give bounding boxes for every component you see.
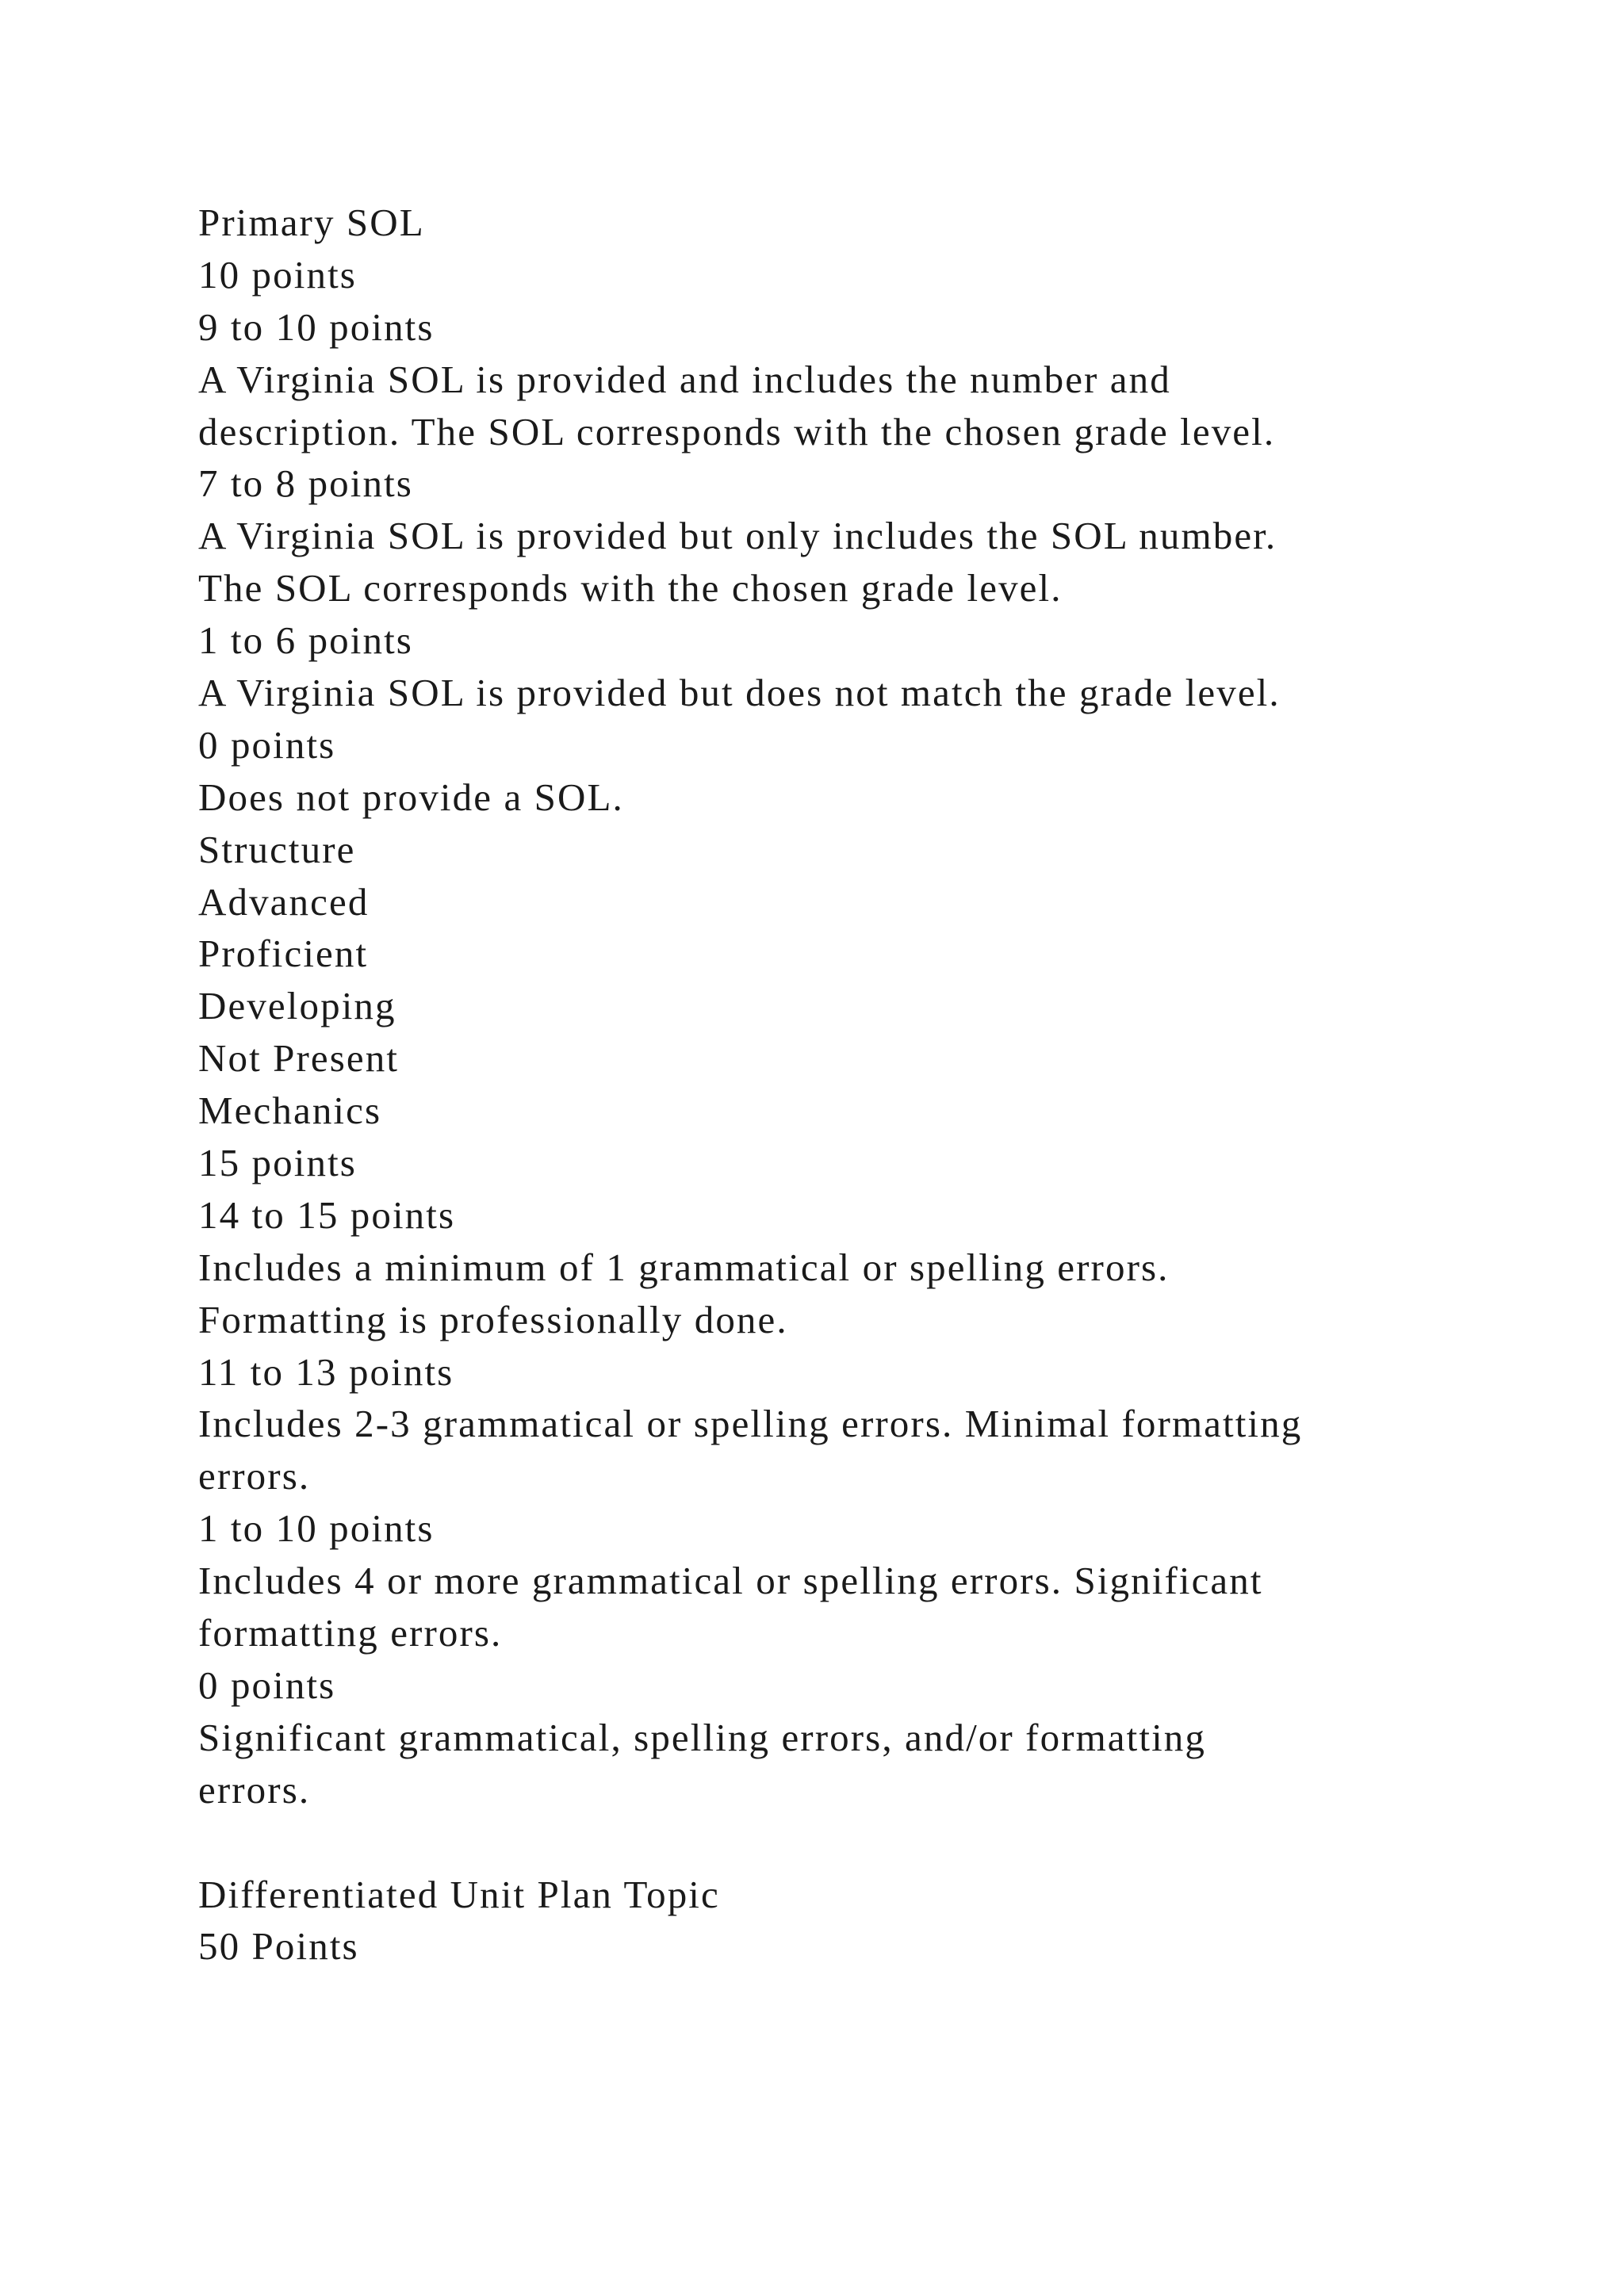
advanced-points-range: 9 to 10 points: [198, 304, 435, 349]
advanced-description-line-1: A Virginia SOL is provided and includes the number and: [198, 357, 1171, 401]
max-points: 10 points: [198, 252, 357, 297]
mechanics-not-present-line-1: Significant grammatical, spelling errors, and/or formatting: [198, 1715, 1206, 1759]
mechanics-proficient-line-2: errors.: [198, 1454, 311, 1498]
mechanics-developing-line-2: formatting errors.: [198, 1611, 503, 1655]
document-body: [198, 197, 1499, 1973]
level-advanced: Advanced: [198, 879, 370, 924]
mechanics-proficient-range: 11 to 13 points: [198, 1349, 454, 1394]
level-developing: Developing: [198, 984, 396, 1028]
not-present-points: 0 points: [198, 722, 336, 767]
developing-description: A Virginia SOL is provided but does not match the grade level.: [198, 671, 1281, 715]
not-present-description: Does not provide a SOL.: [198, 775, 624, 819]
mechanics-proficient-line-1: Includes 2-3 grammatical or spelling errors. Minimal formatting: [198, 1402, 1303, 1446]
level-proficient: Proficient: [198, 932, 369, 976]
mechanics-not-present-points: 0 points: [198, 1663, 336, 1707]
advanced-description-line-2: description. The SOL corresponds with the chosen grade level.: [198, 409, 1276, 453]
mechanics-advanced-line-2: Formatting is professionally done.: [198, 1297, 788, 1341]
level-not-present: Not Present: [198, 1036, 400, 1081]
mechanics-developing-line-1: Includes 4 or more grammatical or spelling errors. Significant: [198, 1559, 1263, 1603]
proficient-points-range: 7 to 8 points: [198, 461, 413, 506]
section-heading-unit-plan-topic: Differentiated Unit Plan Topic: [198, 1872, 720, 1916]
mechanics-advanced-range: 14 to 15 points: [198, 1192, 456, 1237]
developing-points-range: 1 to 6 points: [198, 618, 413, 663]
mechanics-max-points: 15 points: [198, 1141, 357, 1185]
section-heading-primary-sol: Primary SOL: [198, 201, 425, 244]
unit-plan-topic-points: 50 Points: [198, 1924, 359, 1969]
blank-line: [198, 1816, 1499, 1869]
mechanics-not-present-line-2: errors.: [198, 1767, 311, 1812]
section-heading-mechanics: Mechanics: [198, 1089, 382, 1133]
structure-heading: Structure: [198, 827, 356, 871]
mechanics-advanced-line-1: Includes a minimum of 1 grammatical or spelling errors.: [198, 1245, 1170, 1289]
mechanics-developing-range: 1 to 10 points: [198, 1506, 435, 1551]
proficient-description-line-2: The SOL corresponds with the chosen grade level.: [198, 566, 1063, 610]
proficient-description-line-1: A Virginia SOL is provided but only includes the SOL number.: [198, 514, 1277, 558]
